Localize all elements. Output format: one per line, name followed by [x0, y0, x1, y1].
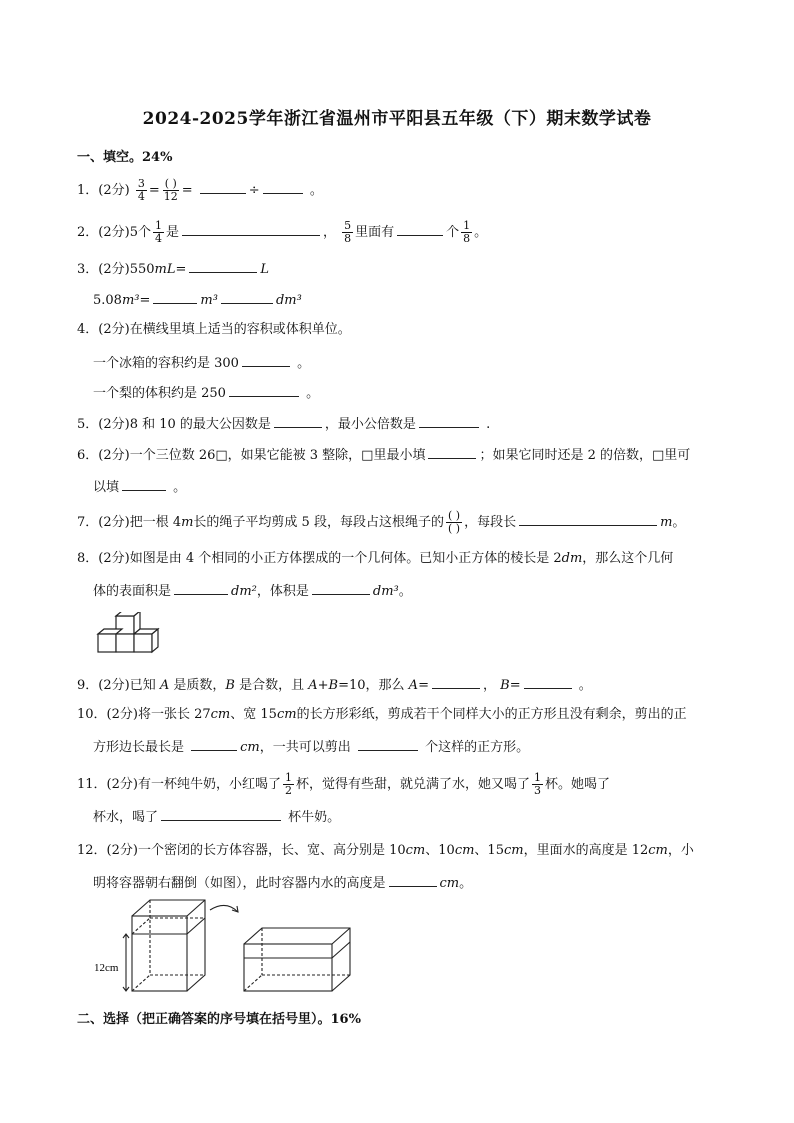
question-3-line-2: 5.08m³= m³ dm³ — [93, 289, 302, 311]
question-6: 6．(2分)一个三位数 26□，如果它能被 3 整除，□里最小填 ；如果它同时还是 2 的倍数，□里可 — [77, 444, 690, 466]
question-10: 10．(2分)将一张长 27cm、宽 15cm的长方形彩纸，剪成若干个同样大小的正方形且没有剩余，剪出的正 — [77, 707, 687, 722]
question-1: 1．(2分) $\frac{3}{4}$ = $\frac{( )}{12}$ = ÷ 。 — [77, 177, 323, 203]
answer-blank[interactable] — [263, 179, 303, 194]
answer-blank[interactable] — [397, 221, 443, 236]
question-4-line-2: 一个冰箱的容积约是 300 。 — [93, 352, 310, 374]
answer-blank[interactable] — [389, 872, 437, 887]
question-2: 2．(2分)5个 $\frac{1}{4}$ 是 ， $\frac{5}{8}$ 里面有 个 $\frac{1}{8}$ 。 — [77, 219, 488, 245]
answer-blank[interactable] — [189, 258, 257, 273]
fraction: $\frac{( )}{( )}$ — [447, 509, 461, 535]
answer-blank[interactable] — [122, 476, 166, 491]
water-line-hidden — [132, 918, 150, 934]
fraction: $\frac{( )}{12}$ — [163, 177, 178, 203]
answer-blank[interactable] — [274, 413, 322, 428]
question-10-line-2: 方形边长最长是 cm，一共可以剪出 个这样的正方形。 — [93, 736, 529, 758]
question-4-line-3: 一个梨的体积约是 250 。 — [93, 382, 319, 404]
section-2-heading: 二、选择（把正确答案的序号填在括号里）。16% — [77, 1012, 361, 1027]
answer-blank[interactable] — [174, 580, 228, 595]
fraction: $\frac{5}{8}$ — [344, 219, 352, 245]
cube-bottom-2 — [116, 634, 134, 652]
question-12: 12．(2分)一个密闭的长方体容器，长、宽、高分别是 10cm、10cm、15cm，里面水的高度是 12cm，小 — [77, 843, 694, 858]
answer-blank[interactable] — [191, 736, 237, 751]
upright-box-back — [132, 900, 205, 991]
container-figure — [92, 896, 352, 996]
hidden-edge — [244, 975, 262, 991]
fraction: $\frac{1}{3}$ — [534, 771, 541, 797]
question-11: 11．(2分)有一杯纯牛奶，小红喝了 $\frac{1}{2}$ 杯，觉得有些甜，就兑满了水，她又喝了 $\frac{1}{3}$ 杯。她喝了 — [77, 771, 611, 797]
question-11-line-2: 杯水，喝了 杯牛奶。 — [93, 806, 340, 828]
answer-blank[interactable] — [524, 674, 572, 689]
question-9: 9．(2分)已知 A 是质数，B 是合数，且 A+B=10，那么 A= ， B= 。 — [77, 674, 592, 696]
fraction: $\frac{1}{2}$ — [284, 771, 292, 797]
tipped-box-edge — [332, 928, 350, 944]
cubes-figure — [96, 612, 168, 660]
answer-blank[interactable] — [312, 580, 370, 595]
section-1-heading: 一、填空。24% — [77, 150, 173, 165]
question-4: 4．(2分)在横线里填上适当的容积或体积单位。 — [77, 322, 351, 337]
answer-blank[interactable] — [519, 511, 657, 526]
tipped-box-back — [244, 928, 350, 991]
answer-blank[interactable] — [428, 444, 476, 459]
answer-blank[interactable] — [221, 289, 273, 304]
water-line — [132, 918, 205, 934]
question-12-line-2: 明将容器朝右翻倒（如图），此时容器内水的高度是 cm。 — [93, 872, 472, 894]
answer-blank[interactable] — [161, 806, 281, 821]
question-7: 7．(2分)把一根 4m长的绳子平均剪成 5 段，每段占这根绳子的 $\frac{( )}{( )}$ ，每段长 m。 — [77, 509, 686, 535]
question-8: 8．(2分)如图是由 4 个相同的小正方体摆成的一个几何体。已知小正方体的棱长是 2dm，那么这个几何 — [77, 551, 674, 566]
question-5: 5．(2分)8 和 10 的最大公因数是 ，最小公倍数是 . — [77, 413, 490, 435]
answer-blank[interactable] — [419, 413, 479, 428]
page-title: 2024-2025学年浙江省温州市平阳县五年级（下）期末数学试卷 — [142, 109, 652, 129]
answer-blank[interactable] — [358, 736, 418, 751]
answer-blank[interactable] — [242, 352, 290, 367]
question-8-line-2: 体的表面积是 dm²，体积是 dm³。 — [93, 580, 412, 602]
fraction: $\frac{1}{8}$ — [463, 219, 471, 245]
cube-bottom-1 — [98, 634, 116, 652]
answer-blank[interactable] — [153, 289, 197, 304]
answer-blank[interactable] — [200, 179, 246, 194]
fraction: $\frac{1}{4}$ — [154, 219, 162, 245]
upright-box-edge — [187, 900, 205, 916]
fraction: $\frac{3}{4}$ — [137, 177, 145, 203]
cube-bottom-3 — [134, 634, 152, 652]
hidden-edge — [132, 975, 150, 991]
answer-blank[interactable] — [229, 382, 299, 397]
height-label: 12cm — [94, 962, 119, 974]
answer-blank[interactable] — [432, 674, 480, 689]
answer-blank[interactable] — [182, 221, 320, 236]
tipped-box-front — [244, 944, 332, 991]
question-3: 3．(2分)550mL= L — [77, 258, 269, 280]
question-6-line-2: 以填 。 — [93, 476, 186, 498]
